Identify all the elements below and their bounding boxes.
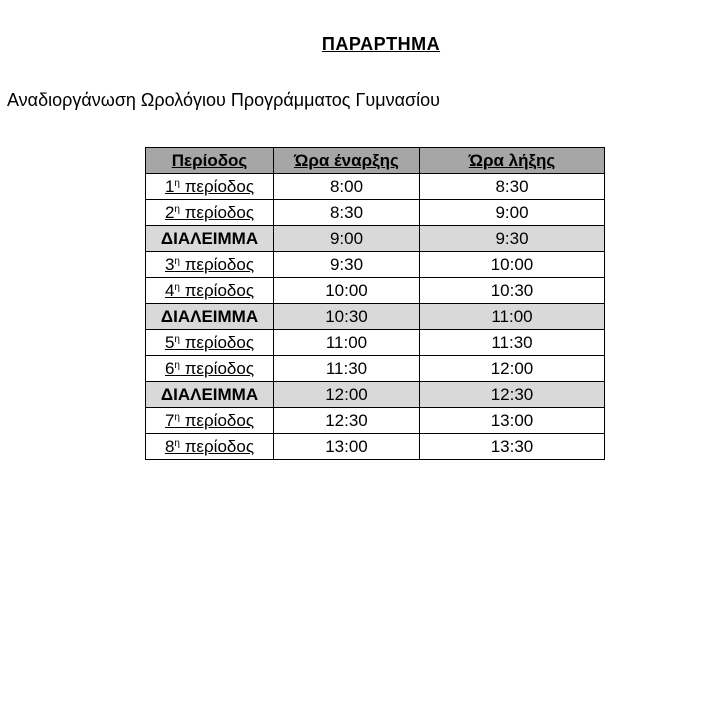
- period-number: 6: [164, 359, 175, 378]
- end-time-cell: 11:30: [420, 330, 605, 356]
- start-time-cell: 12:30: [274, 408, 420, 434]
- start-time-cell: 11:00: [274, 330, 420, 356]
- period-word: περίοδος: [179, 177, 255, 196]
- period-row: [146, 434, 605, 460]
- period-row: [146, 252, 605, 278]
- period-word: περίοδος: [179, 281, 255, 300]
- period-row: [146, 200, 605, 226]
- break-row: [146, 226, 605, 252]
- period-label: [146, 278, 274, 304]
- period-label-text: [165, 177, 254, 196]
- start-time-cell: 8:00: [274, 174, 420, 200]
- end-time-cell: 8:30: [420, 174, 605, 200]
- period-word: περίοδος: [179, 359, 255, 378]
- end-time-cell: 9:00: [420, 200, 605, 226]
- start-time-cell: 9:30: [274, 252, 420, 278]
- period-number: 5: [164, 333, 175, 352]
- break-row: [146, 304, 605, 330]
- document-title: ΠΑΡΑΡΤΗΜΑ: [321, 34, 441, 54]
- end-time-cell: 13:30: [420, 434, 605, 460]
- period-number: 2: [164, 203, 175, 222]
- schedule-table: [145, 147, 605, 460]
- end-time-cell: 12:30: [420, 382, 605, 408]
- period-number: 4: [164, 281, 175, 300]
- period-row: [146, 174, 605, 200]
- period-ordinal-suffix: η: [174, 334, 180, 345]
- break-row: [146, 382, 605, 408]
- period-label: [146, 330, 274, 356]
- period-ordinal-suffix: η: [174, 360, 180, 371]
- schedule-body: [146, 174, 605, 460]
- header-start-time: Ώρα έναρξης: [274, 148, 420, 174]
- period-label: [146, 252, 274, 278]
- period-label-text: [165, 255, 254, 274]
- start-time-cell: 10:00: [274, 278, 420, 304]
- period-ordinal-suffix: η: [174, 256, 180, 267]
- period-row: [146, 278, 605, 304]
- period-ordinal-suffix: η: [174, 178, 180, 189]
- period-word: περίοδος: [179, 333, 255, 352]
- end-time-cell: 13:00: [420, 408, 605, 434]
- start-time-cell: 8:30: [274, 200, 420, 226]
- start-time-cell: 12:00: [274, 382, 420, 408]
- period-word: περίοδος: [179, 255, 255, 274]
- start-time-cell: 13:00: [274, 434, 420, 460]
- break-label: ΔΙΑΛΕΙΜΜΑ: [146, 382, 274, 408]
- start-time-cell: 10:30: [274, 304, 420, 330]
- start-time-cell: 9:00: [274, 226, 420, 252]
- period-label-text: [165, 281, 254, 300]
- period-label: [146, 200, 274, 226]
- period-label-text: [165, 359, 254, 378]
- break-label: ΔΙΑΛΕΙΜΜΑ: [146, 304, 274, 330]
- header-period: Περίοδος: [146, 148, 274, 174]
- document-subtitle: Αναδιοργάνωση Ωρολόγιου Προγράμματος Γυμνασίου: [7, 90, 440, 110]
- period-number: 7: [164, 411, 175, 430]
- end-time-cell: 11:00: [420, 304, 605, 330]
- end-time-cell: 9:30: [420, 226, 605, 252]
- period-word: περίοδος: [179, 411, 255, 430]
- period-label: [146, 356, 274, 382]
- table-header-row: [146, 148, 605, 174]
- period-label-text: [165, 411, 254, 430]
- period-number: 1: [164, 177, 175, 196]
- period-row: [146, 330, 605, 356]
- start-time-cell: 11:30: [274, 356, 420, 382]
- period-label: [146, 408, 274, 434]
- period-label-text: [165, 203, 254, 222]
- period-number: 8: [164, 437, 175, 456]
- period-word: περίοδος: [179, 203, 255, 222]
- break-label: ΔΙΑΛΕΙΜΜΑ: [146, 226, 274, 252]
- period-ordinal-suffix: η: [174, 204, 180, 215]
- period-number: 3: [164, 255, 175, 274]
- period-label: [146, 434, 274, 460]
- end-time-cell: 12:00: [420, 356, 605, 382]
- period-ordinal-suffix: η: [174, 438, 180, 449]
- period-row: [146, 408, 605, 434]
- header-end-time: Ώρα λήξης: [420, 148, 605, 174]
- period-label-text: [165, 437, 254, 456]
- period-ordinal-suffix: η: [174, 282, 180, 293]
- period-word: περίοδος: [179, 437, 255, 456]
- end-time-cell: 10:30: [420, 278, 605, 304]
- period-row: [146, 356, 605, 382]
- end-time-cell: 10:00: [420, 252, 605, 278]
- period-ordinal-suffix: η: [174, 412, 180, 423]
- period-label: [146, 174, 274, 200]
- period-label-text: [165, 333, 254, 352]
